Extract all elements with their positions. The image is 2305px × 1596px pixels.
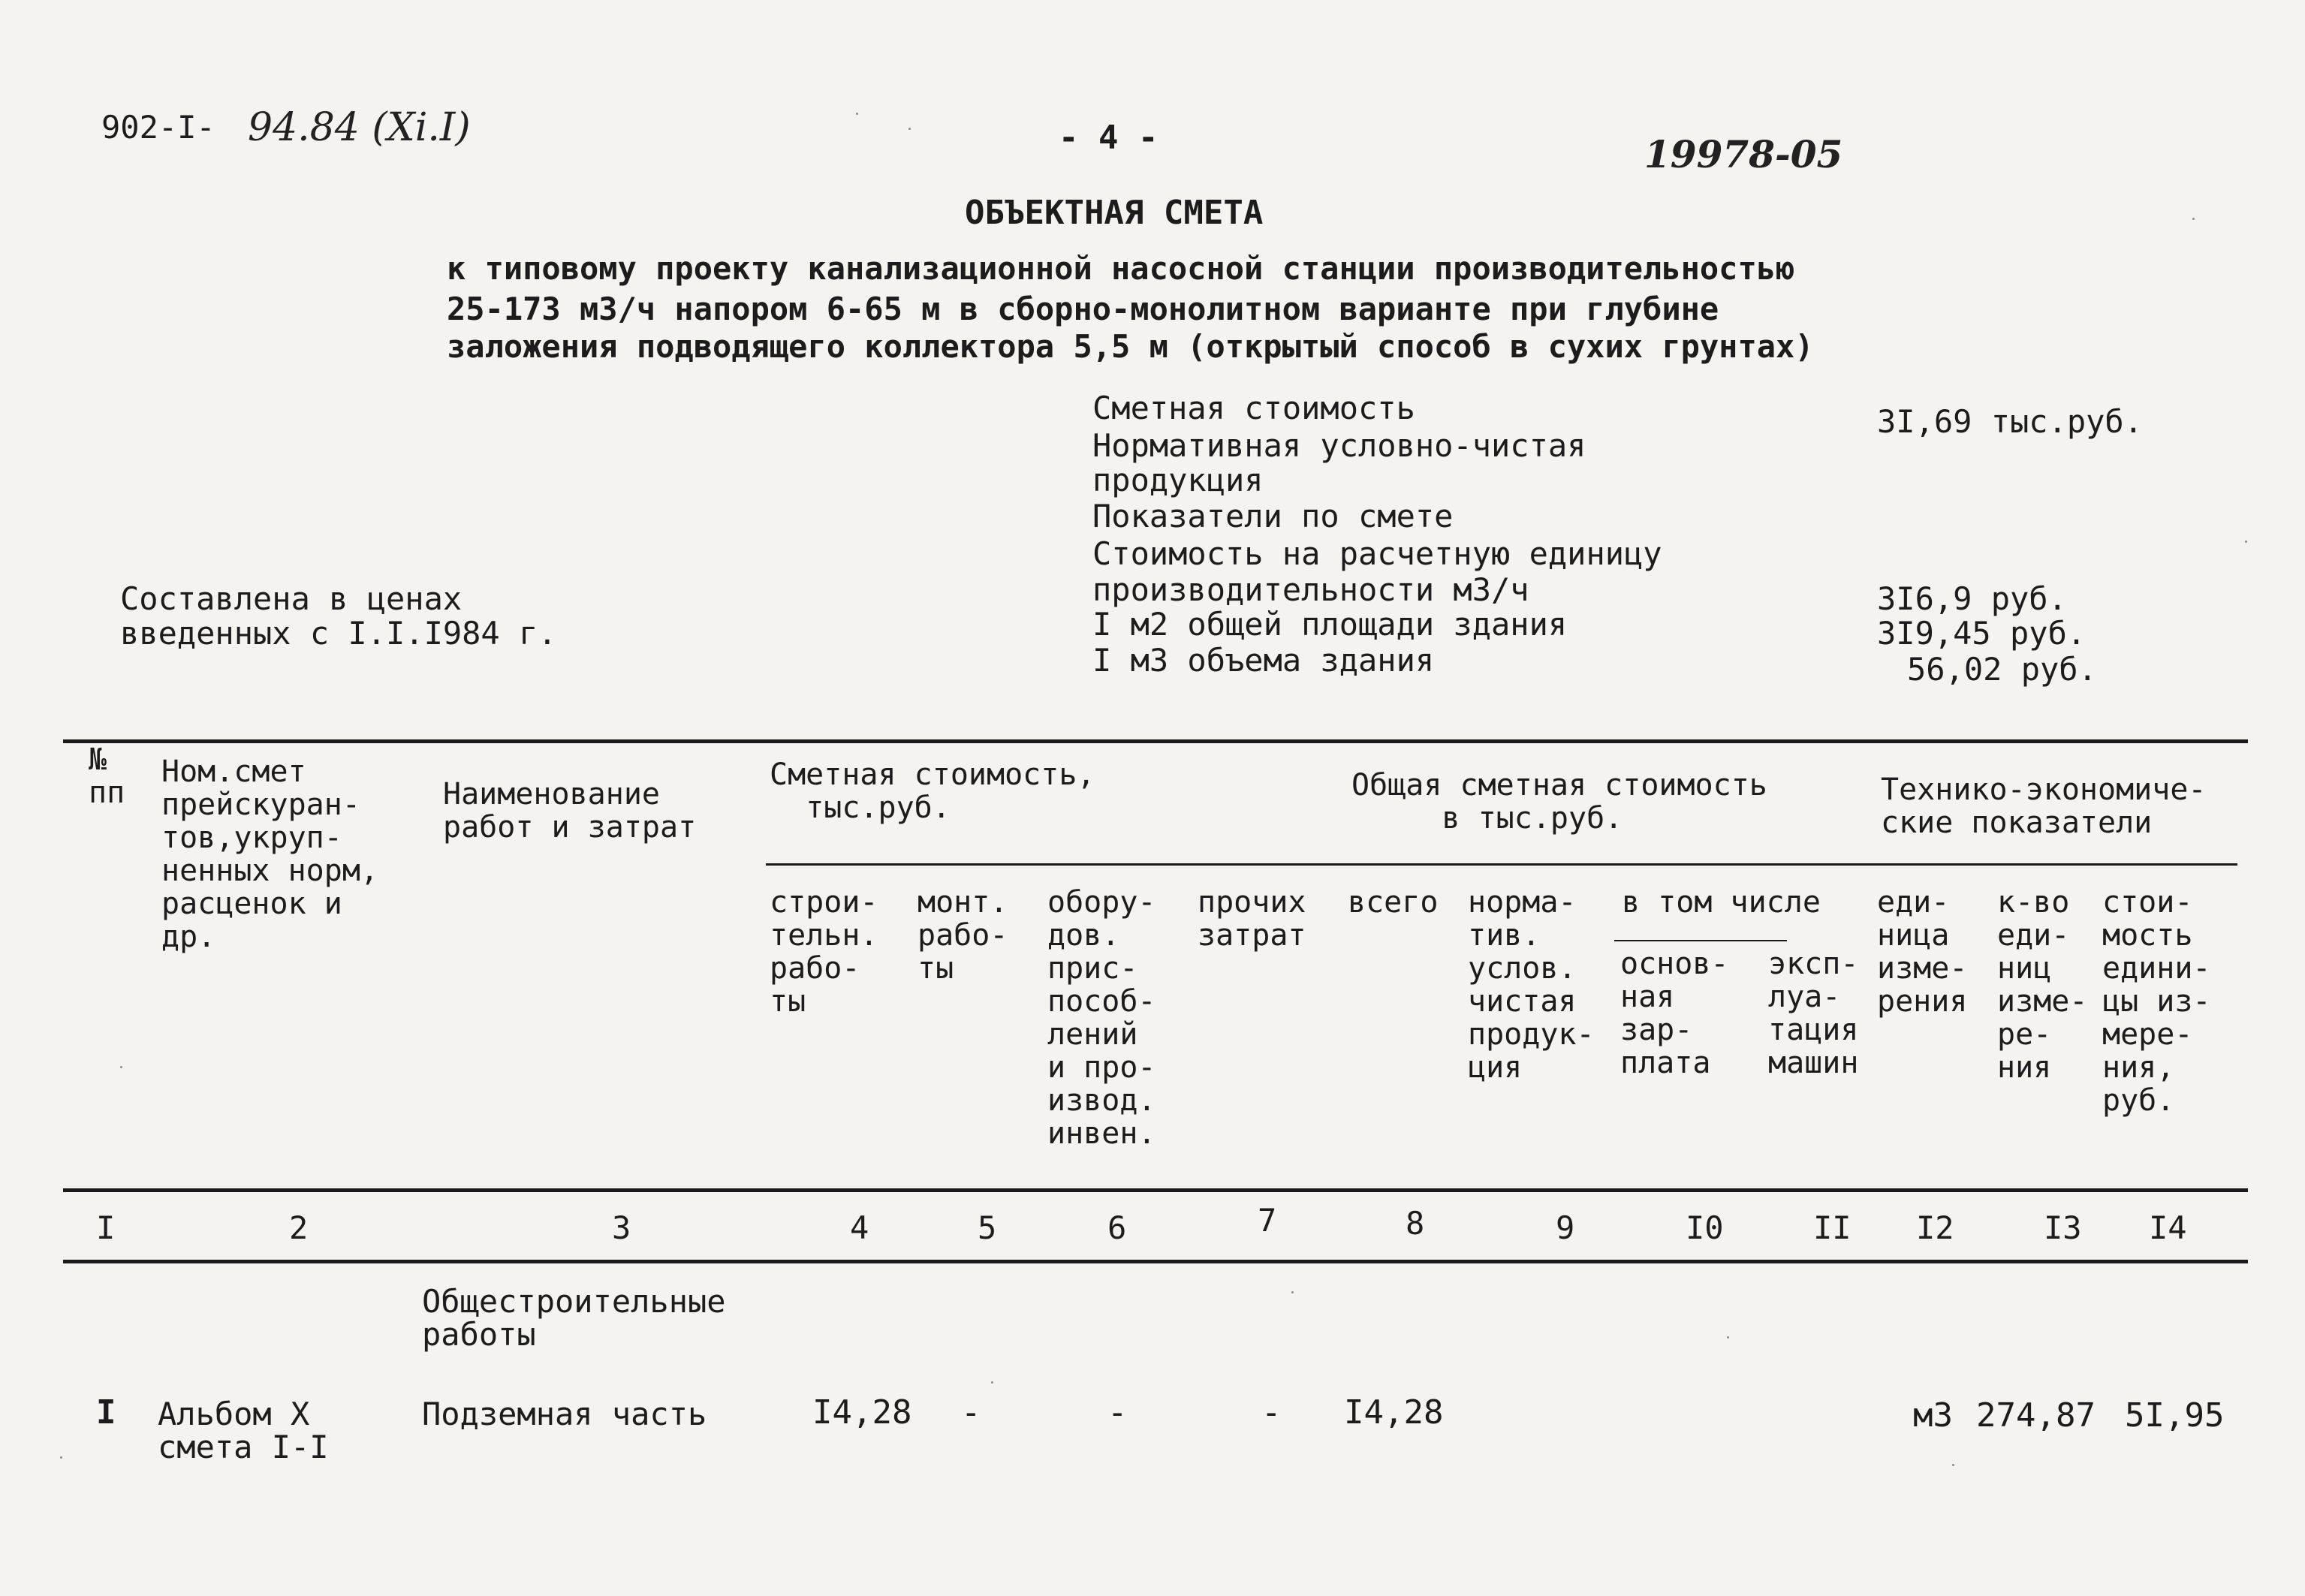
document-code-handwritten: 94.84 (Xi.I) (248, 105, 471, 150)
row-construction-cost: I4,28 (812, 1393, 912, 1432)
prices-note-cont: введенных с I.I.I984 г. (120, 615, 557, 652)
column-number-3: 3 (612, 1209, 631, 1246)
table-top-rule (63, 739, 2248, 743)
row-unit: м3 (1913, 1396, 1953, 1435)
row-reference: Альбом X смета I-I (158, 1396, 329, 1465)
volume-cost-label: I м3 объема здания (1092, 642, 1435, 679)
row-unit-cost: 5I,95 (2125, 1396, 2225, 1435)
column-number-1: I (96, 1209, 116, 1246)
normative-label-cont: продукция (1092, 462, 1264, 498)
header-group-tech-indicators: Технико-экономиче- ские показатели (1881, 772, 2207, 840)
header-col-normative: норма- тив. услов. чистая продук- ция (1468, 885, 1595, 1085)
volume-cost-value: 56,02 руб. (1907, 651, 2097, 688)
unit-cost-label: Стоимость на расчетную единицу (1092, 535, 1662, 572)
header-col-unit-cost: стои- мость едини- цы из- мере- ния, руб. (2102, 885, 2211, 1118)
indicators-label: Показатели по смете (1092, 498, 1454, 535)
subtitle-line-3: заложения подводящего коллектора 5,5 м (открытый способ в сухих грунтах) (447, 328, 1814, 365)
row-other-cost: - (1261, 1393, 1282, 1432)
column-number-4: 4 (850, 1209, 869, 1246)
row-number: I (96, 1393, 116, 1432)
header-col-mounting: монт. рабо- ты (917, 885, 1008, 986)
subtitle-line-2: 25-173 м3/ч напором 6-65 м в сборно-монолитном варианте при глубине (447, 291, 1719, 327)
header-col-reference: Ном.смет прейскуран- тов,укруп- ненных норм, расценок и др. (161, 754, 378, 954)
header-col-unit: еди- ница изме- рения (1877, 885, 1968, 1019)
header-group-estimated-cost: Сметная стоимость, тыс.руб. (770, 757, 1095, 825)
section-title: Общестроительные работы (422, 1283, 726, 1353)
header-col-machines: эксп- луа- тация машин (1768, 947, 1859, 1080)
header-group-total-cost: Общая сметная стоимость в тыс.руб. (1351, 768, 1767, 836)
column-numbers-rule (63, 1260, 2248, 1263)
column-number-6: 6 (1107, 1209, 1127, 1246)
unit-cost-value: 3I6,9 руб. (1877, 580, 2067, 617)
header-col-quantity: к-во еди- ниц изме- ре- ния (1997, 885, 2088, 1085)
header-bottom-rule (63, 1188, 2248, 1192)
header-col-base-salary: основ- ная зар- плата (1620, 947, 1729, 1080)
header-col-number: № пп (89, 742, 125, 810)
area-cost-value: 3I9,45 руб. (1877, 615, 2087, 652)
column-number-12: I2 (1916, 1209, 1954, 1246)
area-cost-label: I м2 общей площади здания (1092, 606, 1568, 643)
subtitle-line-1: к типовому проекту канализационной насосной станции производительностью (447, 250, 1795, 287)
document-code: 902-I- (101, 109, 215, 146)
page-number: - 4 - (1059, 119, 1159, 157)
column-number-9: 9 (1556, 1209, 1575, 1246)
estimated-cost-label: Сметная стоимость (1092, 390, 1415, 426)
header-col-name: Наименование работ и затрат (443, 777, 697, 845)
row-total-cost: I4,28 (1344, 1393, 1444, 1432)
header-col-equipment: обору- дов. прис- пособ- лений и про- извод. инвен. (1047, 885, 1156, 1151)
header-including: в том числе (1622, 885, 1821, 920)
unit-cost-label-cont: производительности м3/ч (1092, 571, 1529, 608)
row-equipment-cost: - (1107, 1393, 1128, 1432)
header-col-other: прочих затрат (1198, 885, 1306, 953)
group-header-rule (766, 863, 2237, 866)
normative-label: Нормативная условно-чистая (1092, 427, 1586, 464)
row-name: Подземная часть (422, 1396, 707, 1432)
prices-note: Составлена в ценах (120, 580, 463, 617)
column-number-8: 8 (1406, 1205, 1425, 1242)
row-mounting-cost: - (961, 1393, 981, 1432)
row-quantity: 274,87 (1976, 1396, 2096, 1435)
column-number-10: I0 (1686, 1209, 1724, 1246)
header-col-total: всего (1348, 885, 1439, 920)
column-number-2: 2 (289, 1209, 309, 1246)
column-number-13: I3 (2044, 1209, 2082, 1246)
page-title: ОБЪЕКТНАЯ СМЕТА (965, 194, 1264, 232)
column-number-5: 5 (978, 1209, 997, 1246)
header-col-construction: строи- тельн. рабо- ты (770, 885, 878, 1019)
column-number-7: 7 (1258, 1202, 1277, 1239)
handwritten-number: 19978-05 (1644, 132, 1843, 176)
column-number-11: II (1813, 1209, 1852, 1246)
incl-underline (1614, 940, 1787, 941)
estimated-cost-value: 3I,69 тыс.руб. (1877, 403, 2144, 440)
column-number-14: I4 (2149, 1209, 2187, 1246)
